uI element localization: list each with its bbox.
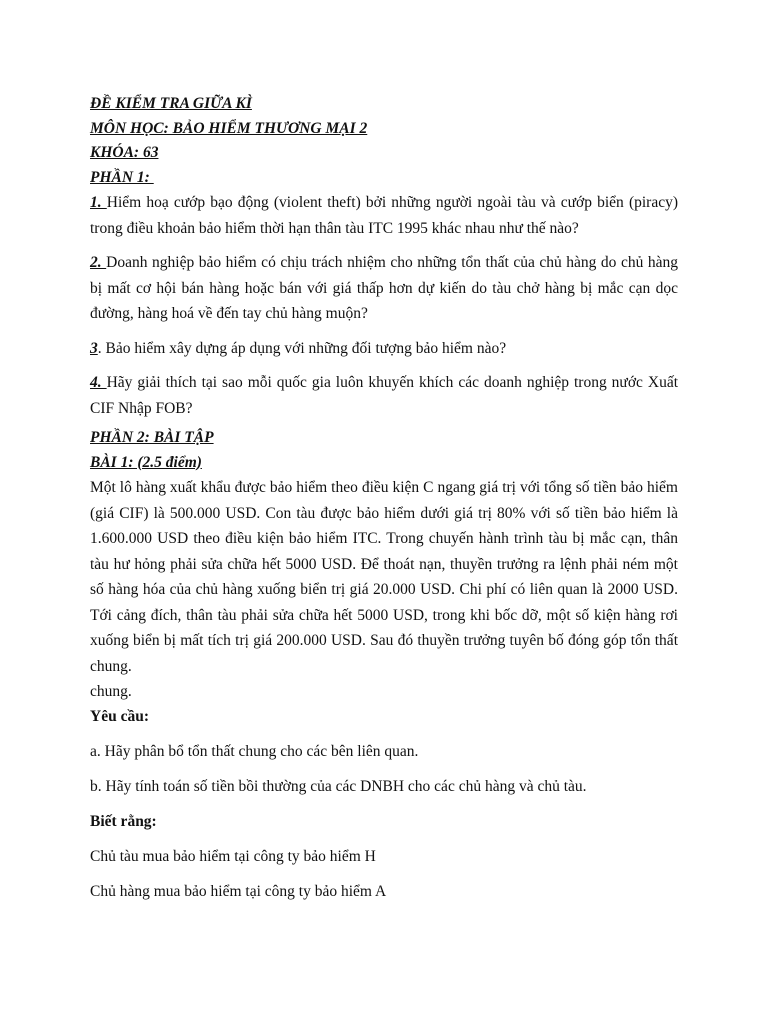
question-2-text: Doanh nghiệp bảo hiểm có chịu trách nhiệm cho những tổn thất của chủ hàng do chủ hàng bị mất cơ hội bán hàng hoặc bán với giá thấp hơn dự kiến do tàu chở hàng bị mắc cạn dọc đường, hàng hoá về đến tay chủ hàng muộn? xyxy=(90,254,679,322)
part2-heading: PHẦN 2: BÀI TẬP xyxy=(90,429,214,446)
question-2 xyxy=(90,250,678,327)
requirement-b: b. Hãy tính toán số tiền bồi thường của các DNBH cho các chủ hàng và chủ tàu. xyxy=(90,778,587,795)
stray-text: chung. xyxy=(90,683,132,700)
question-2-number: 2. xyxy=(90,254,107,271)
question-4-number: 4. xyxy=(90,374,107,391)
question-3 xyxy=(90,336,678,362)
document-page xyxy=(90,92,678,904)
exam-title: ĐỀ KIỂM TRA GIỮA KÌ xyxy=(90,95,252,112)
known-fact-2: Chủ hàng mua bảo hiểm tại công ty bảo hiểm A xyxy=(90,883,387,900)
question-4-text: Hãy giải thích tại sao mỗi quốc gia luôn khuyến khích các doanh nghiệp trong nước Xuất CIF Nhập FOB? xyxy=(90,374,679,417)
exercise-1-body: Một lô hàng xuất khẩu được bảo hiểm theo điều kiện C ngang giá trị với tổng số tiền bảo hiểm (giá CIF) là 500.000 USD. Con tàu được bảo hiểm dưới giá trị 80% với số tiền bảo hiểm là 1.600.000 USD theo điều kiện bảo hiểm ITC. Trong chuyến hành trình tàu bị mắc cạn, thân tàu hư hỏng phải sửa chữa hết 5000 USD. Để thoát nạn, thuyền trưởng ra lệnh phải ném một số hàng hóa của chủ hàng xuống biển trị giá 20.000 USD. Chi phí có liên quan là 2000 USD. Tới cảng đích, thân tàu phải sửa chữa hết 5000 USD, trong khi bốc dỡ, một số kiện hàng rơi xuống biển bị mất tích trị giá 200.000 USD. Sau đó thuyền trưởng tuyên bố đóng góp tổn thất chung. xyxy=(90,479,678,675)
part2-section xyxy=(90,426,678,904)
question-1 xyxy=(90,190,678,241)
question-1-number: 1. xyxy=(90,194,107,211)
question-3-text: . Bảo hiểm xây dựng áp dụng với những đối tượng bảo hiểm nào? xyxy=(97,339,507,357)
requirement-a: a. Hãy phân bổ tổn thất chung cho các bên liên quan. xyxy=(90,743,419,760)
question-3-number: 3 xyxy=(90,339,98,357)
question-4 xyxy=(90,370,678,421)
question-1-text: Hiểm hoạ cướp bạo động (violent theft) bởi những người ngoài tàu và cướp biển (piracy) trong điều khoản bảo hiểm thời hạn thân tàu ITC 1995 khác nhau như thế nào? xyxy=(90,194,678,237)
exercise-1-title: BÀI 1: (2.5 điểm) xyxy=(90,453,202,471)
requirements-label: Yêu cầu: xyxy=(90,708,149,725)
course-heading: KHÓA: 63 xyxy=(90,144,159,161)
known-fact-1: Chủ tàu mua bảo hiểm tại công ty bảo hiểm H xyxy=(90,848,376,865)
part1-heading: PHẦN 1: xyxy=(90,168,154,186)
known-label: Biết rằng: xyxy=(90,813,157,830)
subject-heading: MÔN HỌC: BẢO HIỂM THƯƠNG MẠI 2 xyxy=(90,119,368,137)
